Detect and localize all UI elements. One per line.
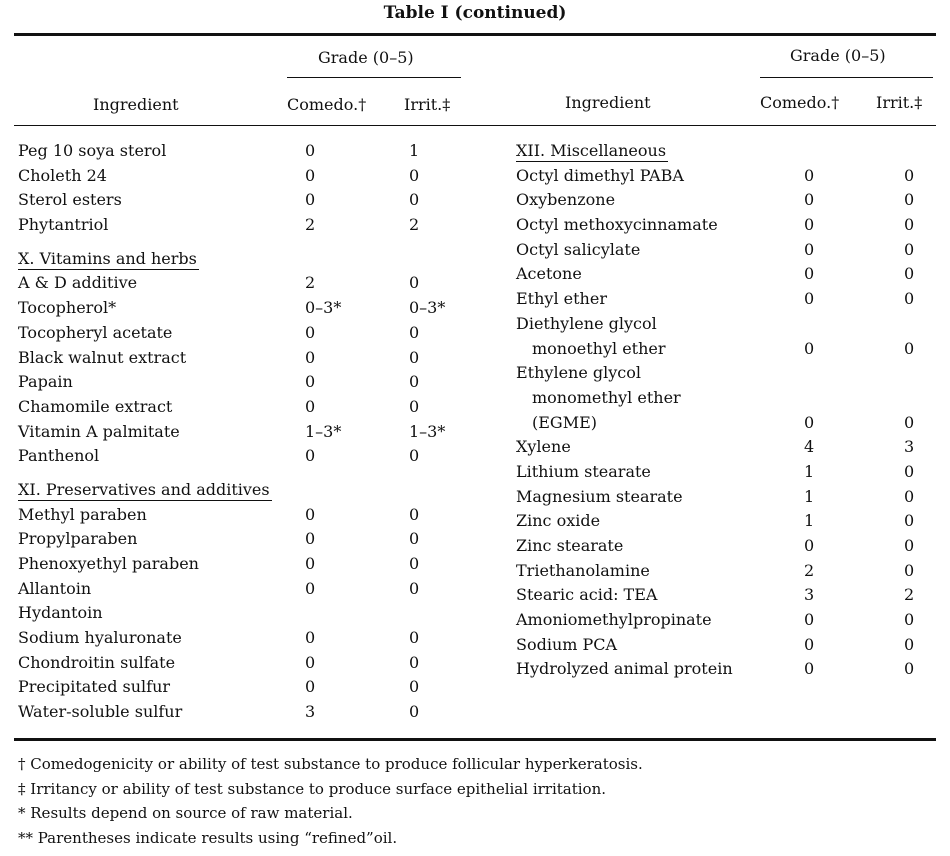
left-ingredient-header: Ingredient <box>93 95 179 114</box>
table-row: Diethylene glycol <box>516 313 657 333</box>
footnote-dagger: † Comedogenicity or ability of test substance to produce follicular hyperkeratosis. <box>18 755 643 773</box>
table-row: Acetone 0 0 <box>516 264 915 284</box>
left-grade-underline <box>287 77 461 78</box>
table-row: Octyl dimethyl PABA 0 0 <box>516 165 915 185</box>
table-row: Panthenol 0 0 <box>18 446 420 466</box>
table-row: Methyl paraben 0 0 <box>18 504 420 524</box>
table-row: Chondroitin sulfate 0 0 <box>18 652 420 672</box>
section-title-vitamins: X. Vitamins and herbs <box>18 248 197 268</box>
left-grade-header: Grade (0–5) <box>318 48 414 67</box>
bottom-rule <box>14 738 936 741</box>
table-row: Precipitated sulfur 0 0 <box>18 677 420 697</box>
table-row: A & D additive 2 0 <box>18 273 420 293</box>
table-row: Stearic acid: TEA 3 2 <box>516 585 915 605</box>
table-row: Allantoin 0 0 <box>18 578 420 598</box>
footnote-double-asterisk: ** Parentheses indicate results using “refined”oil. <box>18 828 398 847</box>
table-row: Water-soluble sulfur 3 0 <box>18 702 420 722</box>
table-row: Zinc oxide 1 0 <box>516 511 915 531</box>
table-row: Hydantoin <box>18 603 103 623</box>
table-row: Phytantriol 2 2 <box>18 215 420 235</box>
table-row: monomethyl ether <box>532 387 681 407</box>
table-row: Papain 0 0 <box>18 372 420 392</box>
table-row: Sodium hyaluronate 0 0 <box>18 628 420 648</box>
table-row: monoethyl ether 0 0 <box>532 338 915 358</box>
table-row: Hydrolyzed animal protein 0 0 <box>516 659 915 679</box>
footnotes <box>18 752 643 850</box>
table-row: Chamomile extract 0 0 <box>18 396 420 416</box>
table-row: Ethylene glycol <box>516 363 642 383</box>
table-row: Magnesium stearate 1 0 <box>516 486 915 506</box>
left-irrit-header: Irrit.‡ <box>404 95 451 114</box>
table-row: Tocopheryl acetate 0 0 <box>18 322 420 342</box>
table-row: Sodium PCA 0 0 <box>516 634 915 654</box>
table-row: Vitamin A palmitate 1–3* 1–3* <box>18 421 446 441</box>
table-row: Zinc stearate 0 0 <box>516 536 915 555</box>
right-grade-underline <box>760 77 933 78</box>
right-comedo-header: Comedo.† <box>760 93 840 112</box>
table-row: Ethyl ether 0 0 <box>516 289 915 309</box>
footnote-double-dagger: ‡ Irritancy or ability of test substance to produce surface epithelial irritation. <box>18 779 607 798</box>
right-column <box>516 139 915 682</box>
table-row: Tocopherol* 0–3* 0–3* <box>18 298 446 318</box>
right-grade-header: Grade (0–5) <box>790 46 886 65</box>
left-comedo-header: Comedo.† <box>287 95 367 114</box>
section-title-preservatives: XI. Preservatives and additives <box>18 479 270 499</box>
top-rule <box>14 33 936 36</box>
table-row: Xylene 4 3 <box>516 437 915 457</box>
left-column <box>18 139 446 725</box>
table-row: Black walnut extract 0 0 <box>18 347 420 367</box>
table-row: Oxybenzone 0 0 <box>516 190 915 210</box>
table-row: Phenoxyethyl paraben 0 0 <box>18 554 420 573</box>
table-row: Sterol esters 0 0 <box>18 190 420 210</box>
footnote-asterisk: * Results depend on source of raw material. <box>18 804 353 822</box>
table-title: Table I (continued) <box>383 3 567 23</box>
table-row: Lithium stearate 1 0 <box>516 461 915 481</box>
right-irrit-header: Irrit.‡ <box>876 93 923 112</box>
table-row: Octyl methoxycinnamate 0 0 <box>516 215 915 235</box>
right-ingredient-header: Ingredient <box>565 93 651 112</box>
section-title-miscellaneous: XII. Miscellaneous <box>516 141 667 160</box>
table-row: Propylparaben 0 0 <box>18 529 420 549</box>
table-row: Amoniomethylpropinate 0 0 <box>516 610 915 630</box>
table-row: Octyl salicylate 0 0 <box>516 239 915 259</box>
table-row: Peg 10 soya sterol 0 1 <box>18 141 420 160</box>
table-row: (EGME) 0 0 <box>532 412 915 432</box>
table-row: Triethanolamine 2 0 <box>516 560 915 580</box>
table-row: Choleth 24 0 0 <box>18 165 420 185</box>
header-rule <box>14 125 936 126</box>
